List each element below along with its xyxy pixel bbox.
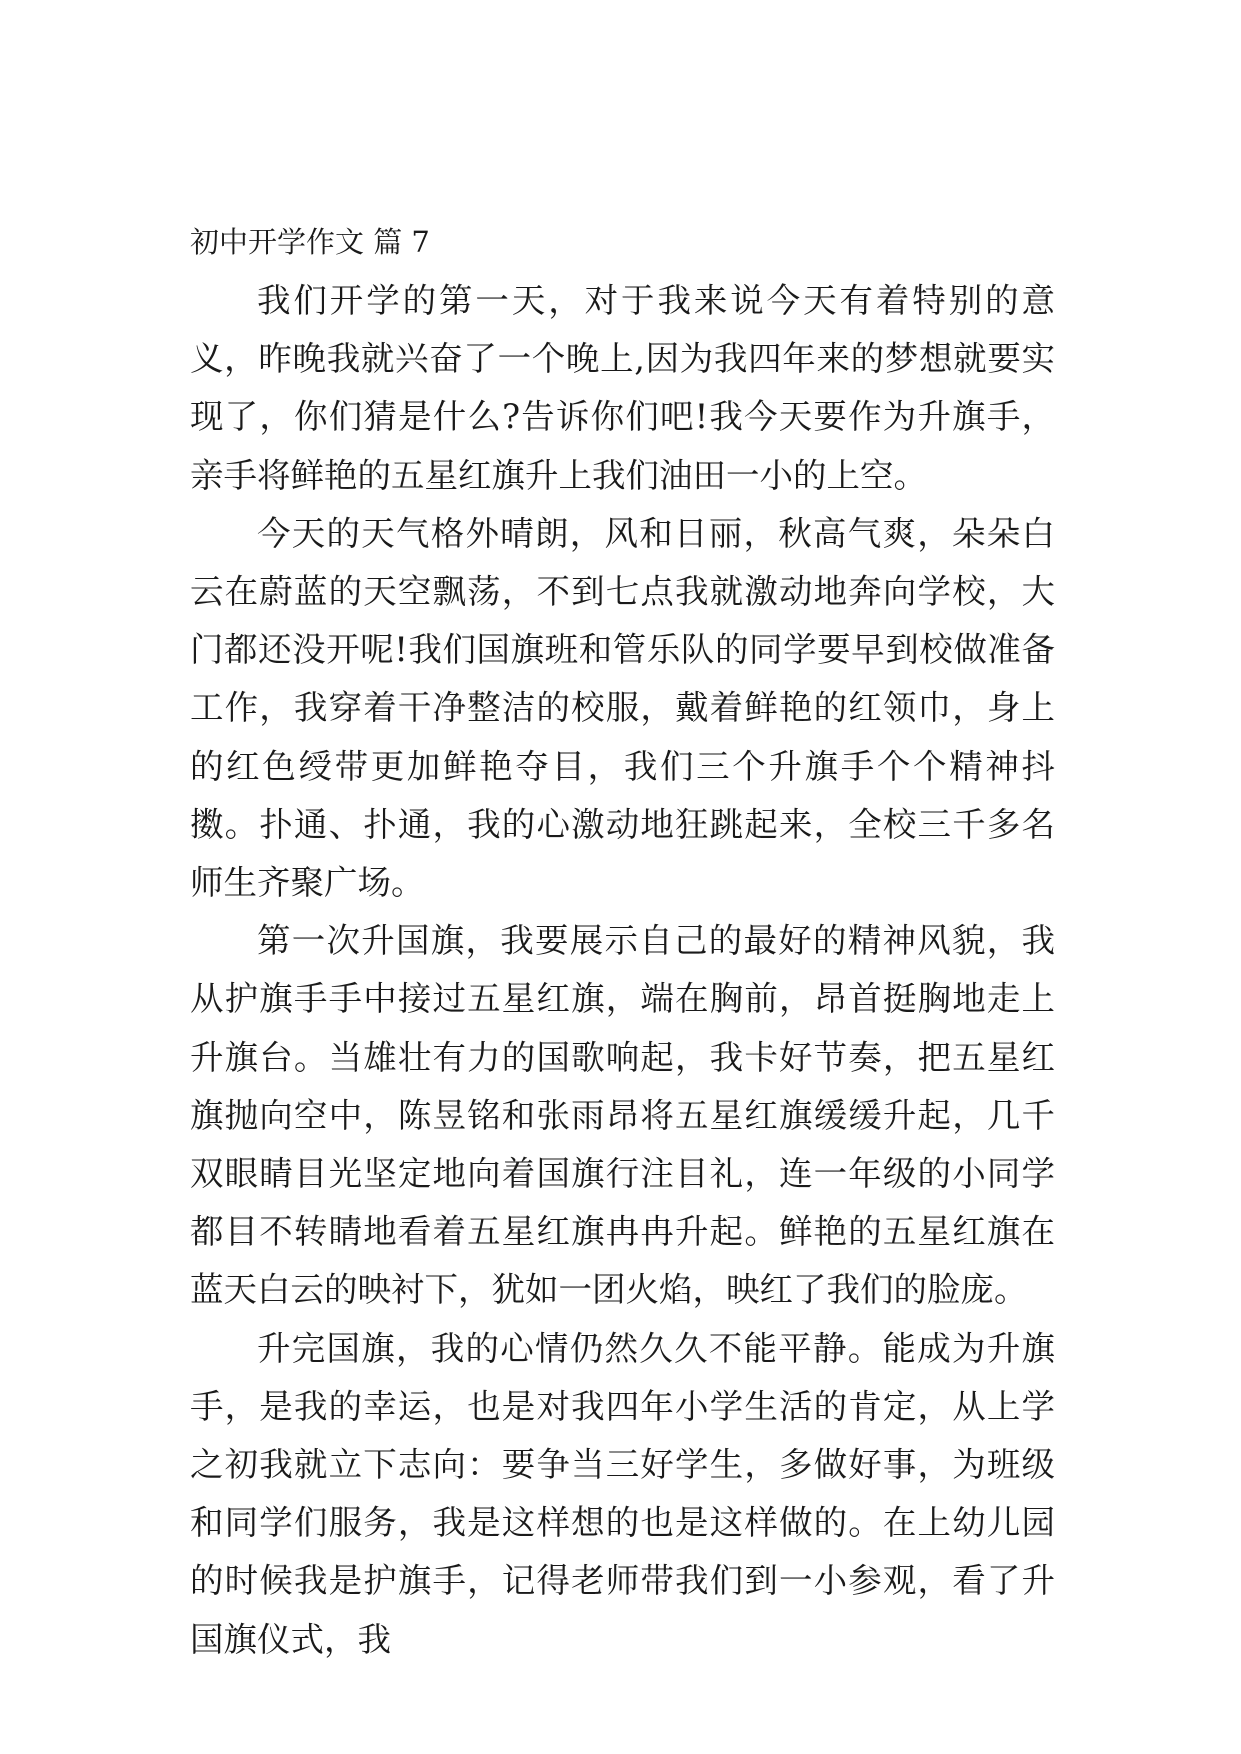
paragraph-2: 今天的天气格外晴朗，风和日丽，秋高气爽，朵朵白云在蔚蓝的天空飘荡，不到七点我就激动地奔向学校，大门都还没开呢!我们国旗班和管乐队的同学要早到校做准备工作，我穿着干净整洁的校服，戴着鲜艳的红领巾，身上的红色绶带更加鲜艳夺目，我们三个升旗手个个精神抖擞。扑通、扑通，我的心激动地狂跳起来，全校三千多名师生齐聚广场。 (190, 513, 1055, 903)
paragraph-4: 升完国旗，我的心情仍然久久不能平静。能成为升旗手，是我的幸运，也是对我四年小学生活的肯定，从上学之初我就立下志向：要争当三好学生，多做好事，为班级和同学们服务，我是这样想的也是这样做的。在上幼儿园的时候我是护旗手，记得老师带我们到一小参观，看了升国旗仪式，我 (190, 1328, 1055, 1659)
paragraph-3: 第一次升国旗，我要展示自己的最好的精神风貌，我从护旗手手中接过五星红旗，端在胸前，昂首挺胸地走上升旗台。当雄壮有力的国歌响起，我卡好节奏，把五星红旗抛向空中，陈昱铭和张雨昂将五星红旗缓缓升起，几千双眼睛目光坚定地向着国旗行注目礼，连一年级的小同学都目不转睛地看着五星红旗冉冉升起。鲜艳的五星红旗在蓝天白云的映衬下，犹如一团火焰，映红了我们的脸庞。 (190, 921, 1055, 1310)
essay-body (190, 222, 1055, 1669)
paragraph-1: 我们开学的第一天，对于我来说今天有着特别的意义，昨晚我就兴奋了一个晚上,因为我四年来的梦想就要实现了，你们猜是什么?告诉你们吧!我今天要作为升旗手，亲手将鲜艳的五星红旗升上我们油田一小的上空。 (190, 281, 1055, 495)
essay-title: 初中开学作文 篇 7 (190, 225, 430, 259)
